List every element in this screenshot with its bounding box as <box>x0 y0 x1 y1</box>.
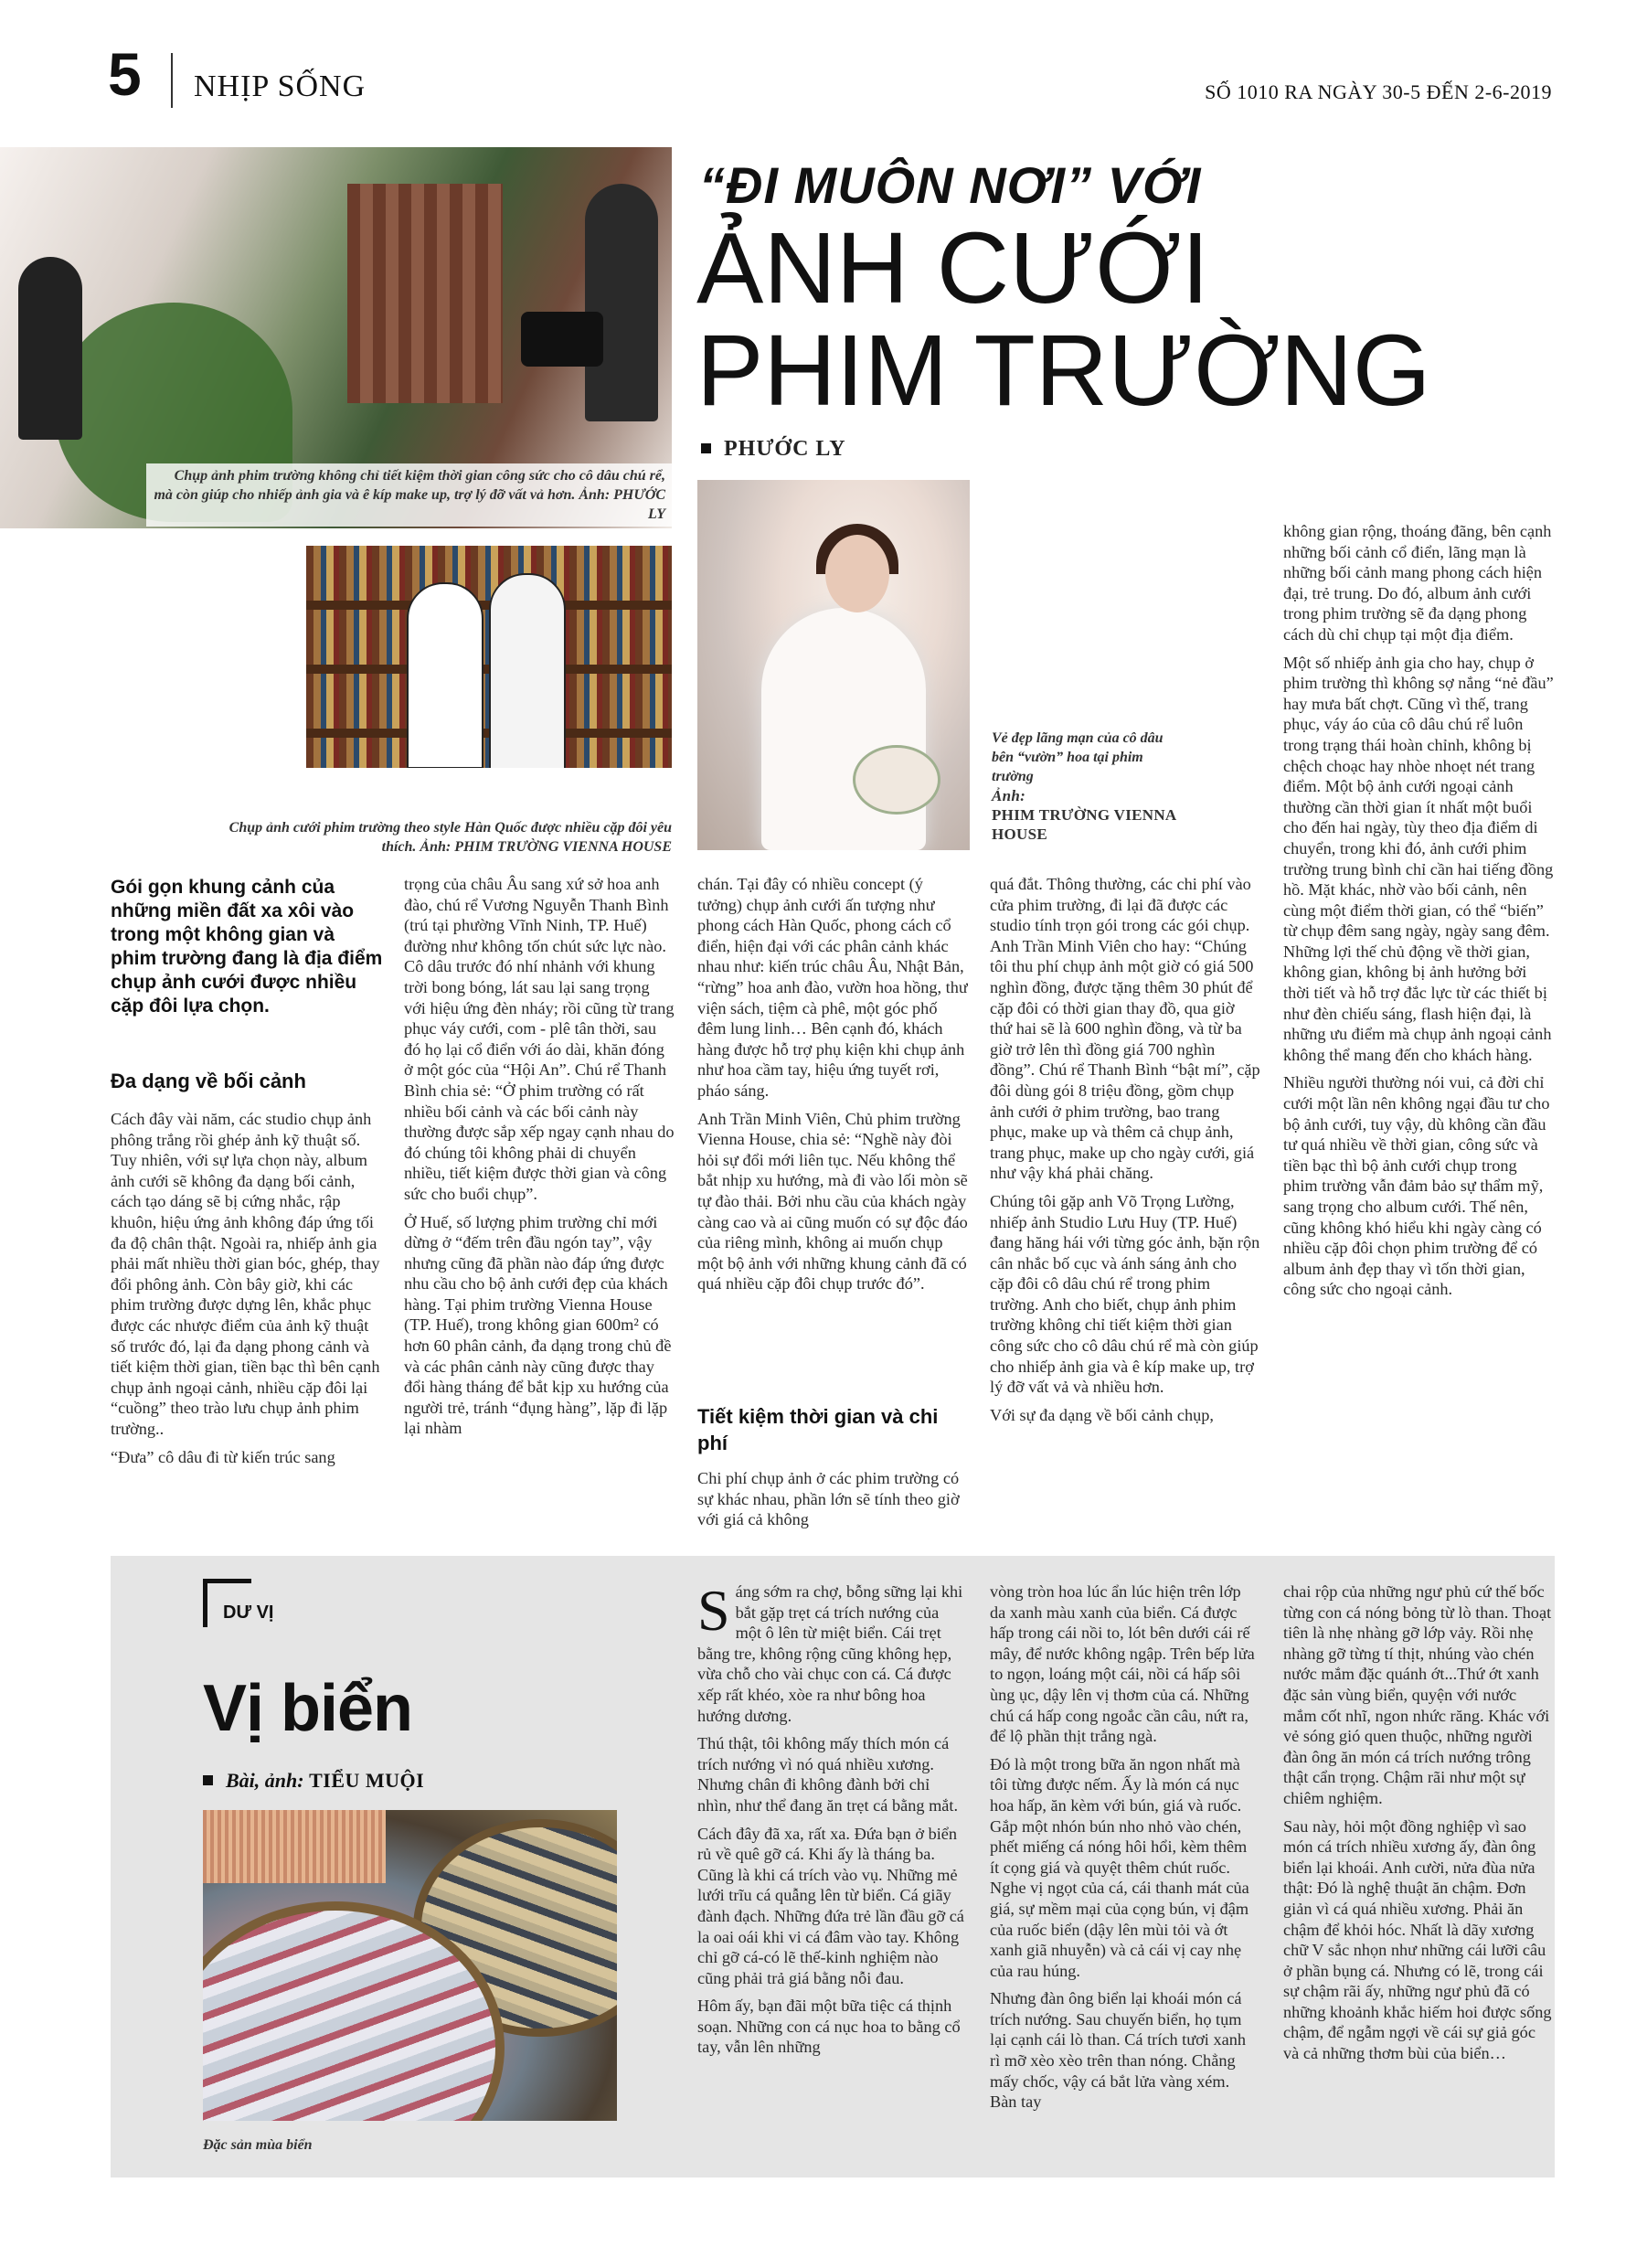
paragraph: Đó là một trong bữa ăn ngon nhất mà tôi từng được nếm. Ấy là món cá nục hoa hấp, ăn kèm với bún, giá và ruốc. Gắp một nhón bún nho nhỏ vào chén, phết miếng cá nóng hôi hổi, kèm thêm ít cọng giá và quyệt thêm chút ruốc. Nghe vị ngọt của cá, cái thanh mát của giá, sự mềm mại của cọng bún, vị đậm của ruốc biển (dậy lên mùi tỏi và ớt xanh giã nhuyễn) và cả cái vị cay nhẹ của rau húng. <box>990 1754 1249 1980</box>
photo-library-couple <box>306 546 672 768</box>
paragraph: quá đắt. Thông thường, các chi phí vào cửa phim trường, đi lại đã được các studio tính trọn gói trong các gói chụp. Anh Trần Minh Viên cho hay: “Chúng tôi thu phí chụp ảnh một giờ có giá 500 nghìn đồng, được tặng thêm 30 phút để cặp đôi có thời gian thay đồ, qua giờ thứ hai sẽ là 600 nghìn đồng, và từ ba giờ trở lên thì đồng giá 700 nghìn đồng”. Chú rể Thanh Bình “bật mí”, cặp đôi dùng gói 8 triệu đồng, gồm chụp ảnh cưới ở phim trường, bao trang phục, make up và thêm cả chụp ảnh, trang phục, make up cho ngày cưới, giá như vậy khá phải chăng. <box>990 875 1260 1183</box>
paragraph: Ở Huế, số lượng phim trường chỉ mới dừng ở “đếm trên đầu ngón tay”, vậy nhưng cũng đã phần nào đáp ứng được nhu cầu cho bộ ảnh cưới đẹp của khách hàng. Tại phim trường Vienna House (TP. Huế), trong không gian 600m² có hơn 60 phân cảnh, đa dạng trong chủ đề và các phân cảnh này cũng được thay đổi hàng tháng để bắt kịp xu hướng của người trẻ, tránh “đụng hàng”, lặp đi lặp lại nhàm <box>404 1212 672 1438</box>
paragraph: Thú thật, tôi không mấy thích món cá trích nướng vì nó quá nhiều xương. Nhưng chân đi không đành bởi chỉ nhìn, như thể đang ăn trẹt cá bằng mắt. <box>697 1734 959 1815</box>
section-name: NHỊP SỐNG <box>194 69 367 103</box>
paragraph: Với sự đa dạng về bối cảnh chụp, <box>990 1405 1214 1424</box>
paragraph <box>697 1581 967 1726</box>
caption-credit: PHIM TRƯỜNG VIENNA HOUSE <box>992 806 1176 843</box>
paragraph: Chi phí chụp ảnh ở các phim trường có sự khác nhau, phần lớn sẽ tính theo giờ với giá cả không <box>697 1469 960 1529</box>
article-title <box>696 212 1610 427</box>
paragraph: Nhưng đàn ông biển lại khoái món cá trích nướng. Sau chuyến biển, họ tụm lại cạnh cái lò than. Cá trích tươi xanh rì mỡ xèo xèo trên than nóng. Chẳng mấy chốc, vậy cá bắt lửa vàng xém. Bàn tay <box>990 1989 1246 2112</box>
paragraph: Anh Trần Minh Viên, Chủ phim trường Vienna House, chia sẻ: “Nghề này đòi hỏi sự đổi mới liên tục. Nếu không thể bắt nhịp xu hướng, mà đi vào lối mòn sẽ tự đào thải. Bởi nhu cầu của khách ngày càng cao và ai cũng muốn có sự độc đáo của riêng mình, không ai muốn chụp một bộ ảnh với những khung cảnh đã có quá nhiều cặp đôi chụp trước đó”. <box>697 1109 968 1294</box>
paragraph: Sau này, hỏi một đồng nghiệp vì sao món cá trích nhiều xương ấy, đàn ông biển lại khoái. Anh cười, nửa đùa nửa thật: Đó là nghệ thuật ăn chậm. Đơn giản vì cá quá nhiều xương. Phải ăn chậm để khỏi hóc. Nhất là dãy xương chữ V sắc nhọn như những cái lưỡi câu ở phần bụng cá. Nhưng có lẽ, trong cái sự chậm rãi ấy, những ngư phủ đã có những khoảnh khắc hiếm hoi được sống chậm, để ngẫm ngợi về cái sự giả góc và cả những thơm bùi của biển… <box>1283 1816 1552 2063</box>
paragraph: Một số nhiếp ảnh gia cho hay, chụp ở phim trường thì không sợ nắng “nẻ đầu” hay mưa bất chợt. Cũng vì thế, trang phục, váy áo của cô dâu chú rể luôn trong trạng thái hoàn chỉnh, không bị chệch choạc hay nhòe nhoẹt nét trang điểm. Một bộ ảnh cưới ngoại cảnh thường cần thời gian ít nhất một buổi cho đến hai ngày, tùy theo địa điểm di chuyển, trong khi đó, ảnh cưới phim trường trung bình chỉ cần hai tiếng đồng hồ. Mặt khác, nhờ vào bối cảnh, nên cùng một điểm thời gian, có thể “biến” từ chụp đêm sang ngày, ngày sang đêm. Những lợi thế chủ động về thời gian, không gian, không bị ảnh hưởng bởi thời tiết và hỗ trợ đắc lực từ các thiết bị như đèn chiếu sáng, flash hiện đại, là những ưu điểm mà chụp ảnh ngoại cảnh không thể mang đến cho khách hàng. <box>1283 653 1554 1064</box>
photo-shape <box>585 184 658 421</box>
paragraph: không gian rộng, thoáng đãng, bên cạnh những bối cảnh cổ điển, lãng mạn là những bối cảnh mang phong cách hiện đại, trẻ trung. Do đó, album ảnh cưới trong phim trường sẽ đa dạng phong cách dù chỉ chụp tại một địa điểm. <box>1283 522 1552 644</box>
photo-caption <box>992 729 1184 844</box>
author-name: TIỂU MUỘI <box>309 1769 425 1792</box>
body-column <box>1283 1581 1554 2157</box>
article-lead: Gói gọn khung cảnh của những miền đất xa xôi vào trong một không gian và phim trường đang là địa điểm chụp ảnh cưới được nhiều cặp đôi lựa chọn. <box>111 877 383 1017</box>
body-column <box>990 874 1260 1537</box>
body-column <box>697 1468 968 1537</box>
photo-shape <box>347 184 503 403</box>
box-byline <box>203 1769 424 1793</box>
body-column <box>697 874 968 1381</box>
header-divider <box>171 53 173 108</box>
paragraph: chán. Tại đây có nhiều concept (ý tưởng) chụp ảnh cưới ấn tượng như phong cách Hàn Quốc, phong cách cổ điển, hiện đại với các phân cảnh khác nhau như: kiến trúc châu Âu, Nhật Bản, “rừng” hoa anh đào, vườn hoa hồng, thư viện sách, tiệm cà phê, một góc phố đêm lung linh… Bên cạnh đó, khách hàng được hỗ trợ phụ kiện khi chụp ảnh như hoa cầm tay, hiệu ứng tuyết rơi, pháo sáng. <box>697 875 968 1100</box>
photo-caption: Chụp ảnh cưới phim trường theo style Hàn Quốc được nhiều cặp đôi yêu thích. Ảnh: PHIM TRƯỜNG VIENNA HOUSE <box>228 820 672 855</box>
subheading: Tiết kiệm thời gian và chi phí <box>697 1405 939 1454</box>
photo-shape <box>489 573 566 768</box>
photo-shape <box>853 745 940 815</box>
body-column <box>404 874 675 1537</box>
subheading: Đa dạng về bối cảnh <box>111 1070 306 1092</box>
page-number: 5 <box>108 40 142 108</box>
paragraph: Hôm ấy, bạn đãi một bữa tiệc cá thịnh soạn. Những con cá nục hoa to bằng cổ tay, vẫn lên những <box>697 1996 961 2057</box>
issue-date: SỐ 1010 RA NGÀY 30-5 ĐẾN 2-6-2019 <box>1205 80 1552 103</box>
article-kicker: “ĐI MUÔN NƠI” VỚI <box>699 156 1202 214</box>
paragraph: trọng của châu Âu sang xứ sở hoa anh đào, chú rể Vương Nguyễn Thanh Bình (trú tại phường Vĩnh Ninh, TP. Huế) đường như không tốn chút sức lực nào. Cô dâu trước đó nhí nhảnh với khung trời bong bóng, lát sau lại sang trọng với hiệu ứng đèn nháy; rồi cũng từ trang phục váy cưới, com - plê tân thời, sau đó họ lại cổ điển với áo dài, khăn đóng ở một góc của “Hội An”. Chú rể Thanh Bình chia sẻ: “Ở phim trường có rất nhiều bối cảnh và các bối cảnh này thường được sắp xếp ngay cạnh nhau do đó chúng tôi không phải di chuyển nhiều, tiết kiệm được thời gian và công sức cho buổi chụp”. <box>404 875 675 1203</box>
caption-text: Vẻ đẹp lãng mạn của cô dâu bên “vườn” hoa tại phim trường <box>992 730 1164 784</box>
byline <box>701 437 846 462</box>
paragraph: chai rộp của những ngư phủ cứ thế bốc từng con cá nóng bỏng từ lò than. Thoạt tiên là nhẹ nhàng gỡ lớp vảy. Rồi nhẹ nhàng gỡ từng tí thịt, nhúng vào chén nước mắm đặc quánh ớt...Thứ ớt xanh đặc sản vùng biển, quyện với nước mắm cốt nhĩ, ngon nhức răng. Khác với vẻ sóng gió quen thuộc, những người đàn ông ăn món cá trích nướng trông thật cẩn trọng. Chậm rãi như một sự chiêm nghiệm. <box>1283 1582 1552 1807</box>
photo-shape <box>18 257 82 440</box>
photo-shape <box>825 535 889 612</box>
kicker-label: DƯ VỊ <box>223 1603 274 1623</box>
photo-caption: Đặc sản mùa biển <box>203 2137 313 2153</box>
photo-seafood-baskets <box>203 1810 617 2121</box>
paragraph: Chúng tôi gặp anh Võ Trọng Lường, nhiếp ảnh Studio Lưu Huy (TP. Huế) đang hăng hái với từng góc ảnh, bặn rộn cân nhắc bố cục và ánh sáng ảnh cho cặp đôi cô dâu chú rể trong phim trường. Anh cho biết, chụp ảnh phim trường không chỉ tiết kiệm thời gian công sức cho cô dâu chú rể mà còn giúp cho nhiếp ảnh gia và ê kíp make up, trợ lý đỡ vất vả và nhiều hơn. <box>990 1191 1260 1397</box>
paragraph: Nhiều người thường nói vui, cả đời chỉ cưới một lần nên không ngại đầu tư cho bộ ảnh cưới, tuy vậy, dù không cần đầu tư quá nhiều về thời gian, công sức và tiền bạc thì bộ ảnh cưới chụp trong phim trường vẫn đảm bảo sự thẩm mỹ, sang trọng cho album cưới. Thế nên, cũng không khó hiểu khi ngày càng có nhiều cặp đôi chọn phim trường để có album ảnh đẹp thay vì tốn thời gian, công sức cho ngoại cảnh. <box>1283 1073 1550 1299</box>
square-bullet-icon <box>701 443 711 453</box>
photo-shape <box>407 582 483 768</box>
body-column <box>697 1581 967 2157</box>
paragraph: “Đưa” cô dâu đi từ kiến trúc sang <box>111 1447 335 1466</box>
body-column <box>111 1109 381 1534</box>
title-line: PHIM TRƯỜNG <box>696 314 1431 427</box>
paragraph: Cách đây vài năm, các studio chụp ảnh phông trắng rồi ghép ảnh kỹ thuật số. Tuy nhiên, với sự lựa chọn này, album ảnh cưới sẽ không đa dạng bối cảnh, cách tạo dáng sẽ bị cứng nhắc, rập khuôn, hiệu ứng ảnh không đáp ứng tối đa độ chân thật. Ngoài ra, nhiếp ảnh gia phải mất nhiều thời gian bóc, ghép, thay đổi phông ảnh. Còn bây giờ, khi các phim trường được dựng lên, khắc phục được các nhược điểm của ảnh kỹ thuật số trước đó, lại đa dạng phong cảnh và tiết kiệm thời gian, tiền bạc thì bên cạnh chụp ảnh ngoại cảnh, nhiều cặp đôi lại “cuồng” theo trào lưu chụp ảnh phim trường.. <box>111 1110 380 1438</box>
photo-bride-garden <box>697 480 970 850</box>
author-name: PHƯỚC LY <box>724 437 846 461</box>
title-line: ẢNH CƯỚI <box>696 212 1210 325</box>
drop-cap: S <box>697 1581 730 1643</box>
box-title: Vị biển <box>203 1672 413 1745</box>
square-bullet-icon <box>203 1775 213 1785</box>
photo-caption: Chụp ảnh phim trường không chỉ tiết kiệm thời gian công sức cho cô dâu chú rể, mà còn giúp cho nhiếp ảnh gia và ê kíp make up, trợ lý đỡ vất vả hơn. Ảnh: PHƯỚC LY <box>146 463 673 527</box>
caption-credit-label: Ảnh: <box>992 787 1026 804</box>
paragraph: vòng tròn hoa lúc ẩn lúc hiện trên lớp da xanh màu xanh của biển. Cá được hấp trong cái nồi to, lót bên dưới cái rế mây, để nước không ngập. Trên bếp lửa to ngọn, loáng một cái, nồi cá hấp sôi ùng ục, dậy lên vị thơm của cá. Những chú cá hấp cong ngoắc cần câu, nứt ra, để lộ phần thịt trắng ngà. <box>990 1582 1255 1746</box>
photo-shape <box>521 312 603 367</box>
body-column <box>1283 521 1554 1536</box>
paragraph-text: áng sớm ra chợ, bỗng sững lại khi bắt gặp trẹt cá trích nướng của một ô lên từ miệt biển. Cái trẹt bằng tre, không rộng cũng không hẹp, vừa chỗ cho vài chục con cá. Cá được xếp rất khéo, xòe ra như bông hoa hướng dương. <box>697 1582 963 1725</box>
photo-shape <box>203 1810 386 1883</box>
body-column <box>990 1581 1259 2157</box>
paragraph: Cách đây đã xa, rất xa. Đứa bạn ở biển rủ về quê gỡ cá. Khi ấy là tháng ba. Cũng là khi cá trích vào vụ. Những mẻ lưới trĩu cá quẫng lên từ biển. Cá giãy đành đạch. Những đứa trẻ lần đầu gỡ cá la oai oái khi vi cá đâm vào tay. Không chỉ gỡ cá-có lẽ thế-kinh nghiệm nào cũng phải trả giá bằng nỗi đau. <box>697 1824 964 1987</box>
byline-label: Bài, ảnh: <box>226 1769 304 1792</box>
